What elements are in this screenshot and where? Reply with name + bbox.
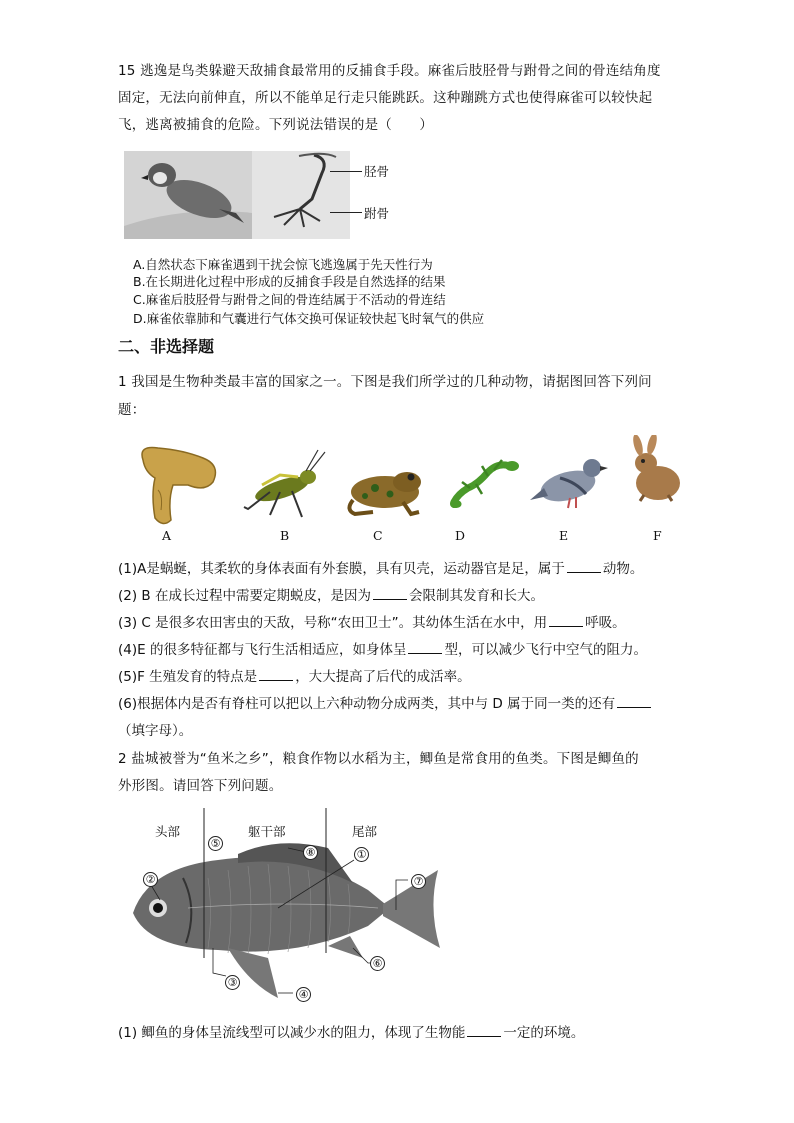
q1-stem-line2: 题：: [118, 402, 146, 418]
animal-letter-f: F: [653, 528, 662, 543]
fish-marker-2: ②: [143, 872, 158, 887]
q15-stem-line3: 飞，逃离被捕食的危险。下列说法错误的是（ ）: [118, 117, 434, 133]
q1-sub2: [118, 586, 544, 606]
q2-sub1-text-a: (1) 鲫鱼的身体呈流线型可以减少水的阻力，体现了生物能: [118, 1025, 466, 1041]
q1-sub6-text-a: (6)根据体内是否有脊柱可以把以上六种动物分成两类，其中与 D 属于同一类的还有: [118, 696, 616, 712]
q2-sub1-blank[interactable]: [467, 1024, 501, 1037]
q1-sub4-text-a: (4)E 的很多特征都与飞行生活相适应，如身体呈: [118, 642, 407, 658]
tarsus-label: 跗骨: [364, 206, 390, 221]
q1-sub4-text-b: 型，可以减少飞行中空气的阻力。: [444, 642, 647, 658]
fish-marker-1: ①: [354, 847, 369, 862]
q1-sub2-text-a: (2) B 在成长过程中需要定期蜕皮，是因为: [118, 588, 371, 604]
fish-illustration: [128, 808, 448, 1008]
animal-a-snail-image: [133, 440, 223, 532]
animal-letter-c: C: [373, 528, 383, 543]
q1-sub5: [118, 667, 471, 687]
fish-marker-8: ⑧: [303, 845, 318, 860]
animal-f-rabbit-image: [626, 435, 686, 507]
q1-sub3-text-b: 呼吸。: [585, 615, 626, 631]
q1-sub1-blank[interactable]: [567, 560, 601, 573]
fish-marker-3: ③: [225, 975, 240, 990]
animal-b-grasshopper-image: [240, 447, 330, 526]
q1-sub1: [118, 559, 643, 579]
q1-sub6-blank[interactable]: [617, 695, 651, 708]
q15-option-c: C.麻雀后肢胫骨与跗骨之间的骨连结属于不活动的骨连结: [133, 292, 446, 307]
q1-sub1-text-b: 动物。: [602, 561, 644, 577]
sparrow-figure: [124, 151, 350, 239]
section-title: 二、非选择题: [118, 337, 215, 356]
q15-option-a: A.自然状态下麻雀遇到干扰会惊飞逃逸属于先天性行为: [133, 257, 433, 272]
q1-sub6-line2: （填字母）。: [118, 723, 193, 739]
q1-sub4: [118, 640, 647, 660]
q2-stem-line2: 外形图。请回答下列问题。: [118, 778, 283, 794]
tibia-pointer-line: [330, 171, 362, 172]
q1-sub1-text-a: (1)A是蜗蜒，其柔软的身体表面有外套膜，具有贝壳，运动器官是足，属于: [118, 561, 565, 577]
fish-marker-4: ④: [296, 987, 311, 1002]
animal-d-lizard-image: [448, 456, 520, 512]
sparrow-illustration: [124, 151, 350, 239]
animal-letter-b: B: [280, 528, 290, 543]
animal-letter-a: A: [162, 528, 172, 543]
q2-sub1-text-b: 一定的环境。: [503, 1025, 585, 1041]
q1-sub2-text-b: 会限制其发育和长大。: [408, 588, 544, 604]
q1-stem-line1: 1 我国是生物种类最丰富的国家之一。下图是我们所学过的几种动物，请据图回答下列问: [118, 374, 652, 390]
tarsus-pointer-line: [330, 212, 362, 213]
q15-stem-line1: 15 逃逸是鸟类躲避天敌捕食最常用的反捕食手段。麻雀后肢胫骨与跗骨之间的骨连结角度: [118, 63, 661, 79]
q1-sub5-blank[interactable]: [259, 668, 293, 681]
fish-marker-7: ⑦: [411, 874, 426, 889]
q1-sub6-line1: [118, 694, 653, 714]
q15-option-d: D.麻雀依靠肺和气囊进行气体交换可保证较快起飞时氧气的供应: [133, 311, 485, 326]
animal-c-frog-image: [345, 462, 427, 521]
animal-letter-e: E: [559, 528, 569, 543]
q1-sub2-blank[interactable]: [373, 587, 407, 600]
q1-sub3-text-a: (3) C 是很多农田害虫的天敌，号称“农田卫士”。其幼体生活在水中，用: [118, 615, 548, 631]
crucian-carp-figure: [128, 808, 448, 1012]
q1-sub3: [118, 613, 626, 633]
fish-marker-6: ⑥: [370, 956, 385, 971]
q2-stem-line1: 2 盐城被誉为“鱼米之乡”，粮食作物以水稻为主，鲫鱼是常食用的鱼类。下图是鲫鱼的: [118, 751, 639, 767]
fish-region-trunk: 躯干部: [248, 824, 286, 839]
q15-option-b: B.在长期进化过程中形成的反捕食手段是自然选择的结果: [133, 274, 446, 289]
fish-marker-5: ⑤: [208, 836, 223, 851]
animal-letter-d: D: [455, 528, 466, 543]
q1-sub5-text-b: ，大大提高了后代的成活率。: [295, 669, 471, 685]
q2-sub1: [118, 1023, 584, 1043]
q1-sub4-blank[interactable]: [408, 641, 442, 654]
fish-region-head: 头部: [155, 824, 181, 839]
q15-stem-line2: 固定，无法向前伸直，所以不能单足行走只能跳跃。这种蹦跳方式也使得麻雀可以较快起: [118, 90, 653, 106]
q1-sub5-text-a: (5)F 生殖发育的特点是: [118, 669, 258, 685]
animal-e-pigeon-image: [530, 448, 608, 514]
fish-region-tail: 尾部: [352, 824, 378, 839]
tibia-label: 胫骨: [364, 164, 390, 179]
q1-sub3-blank[interactable]: [549, 614, 583, 627]
